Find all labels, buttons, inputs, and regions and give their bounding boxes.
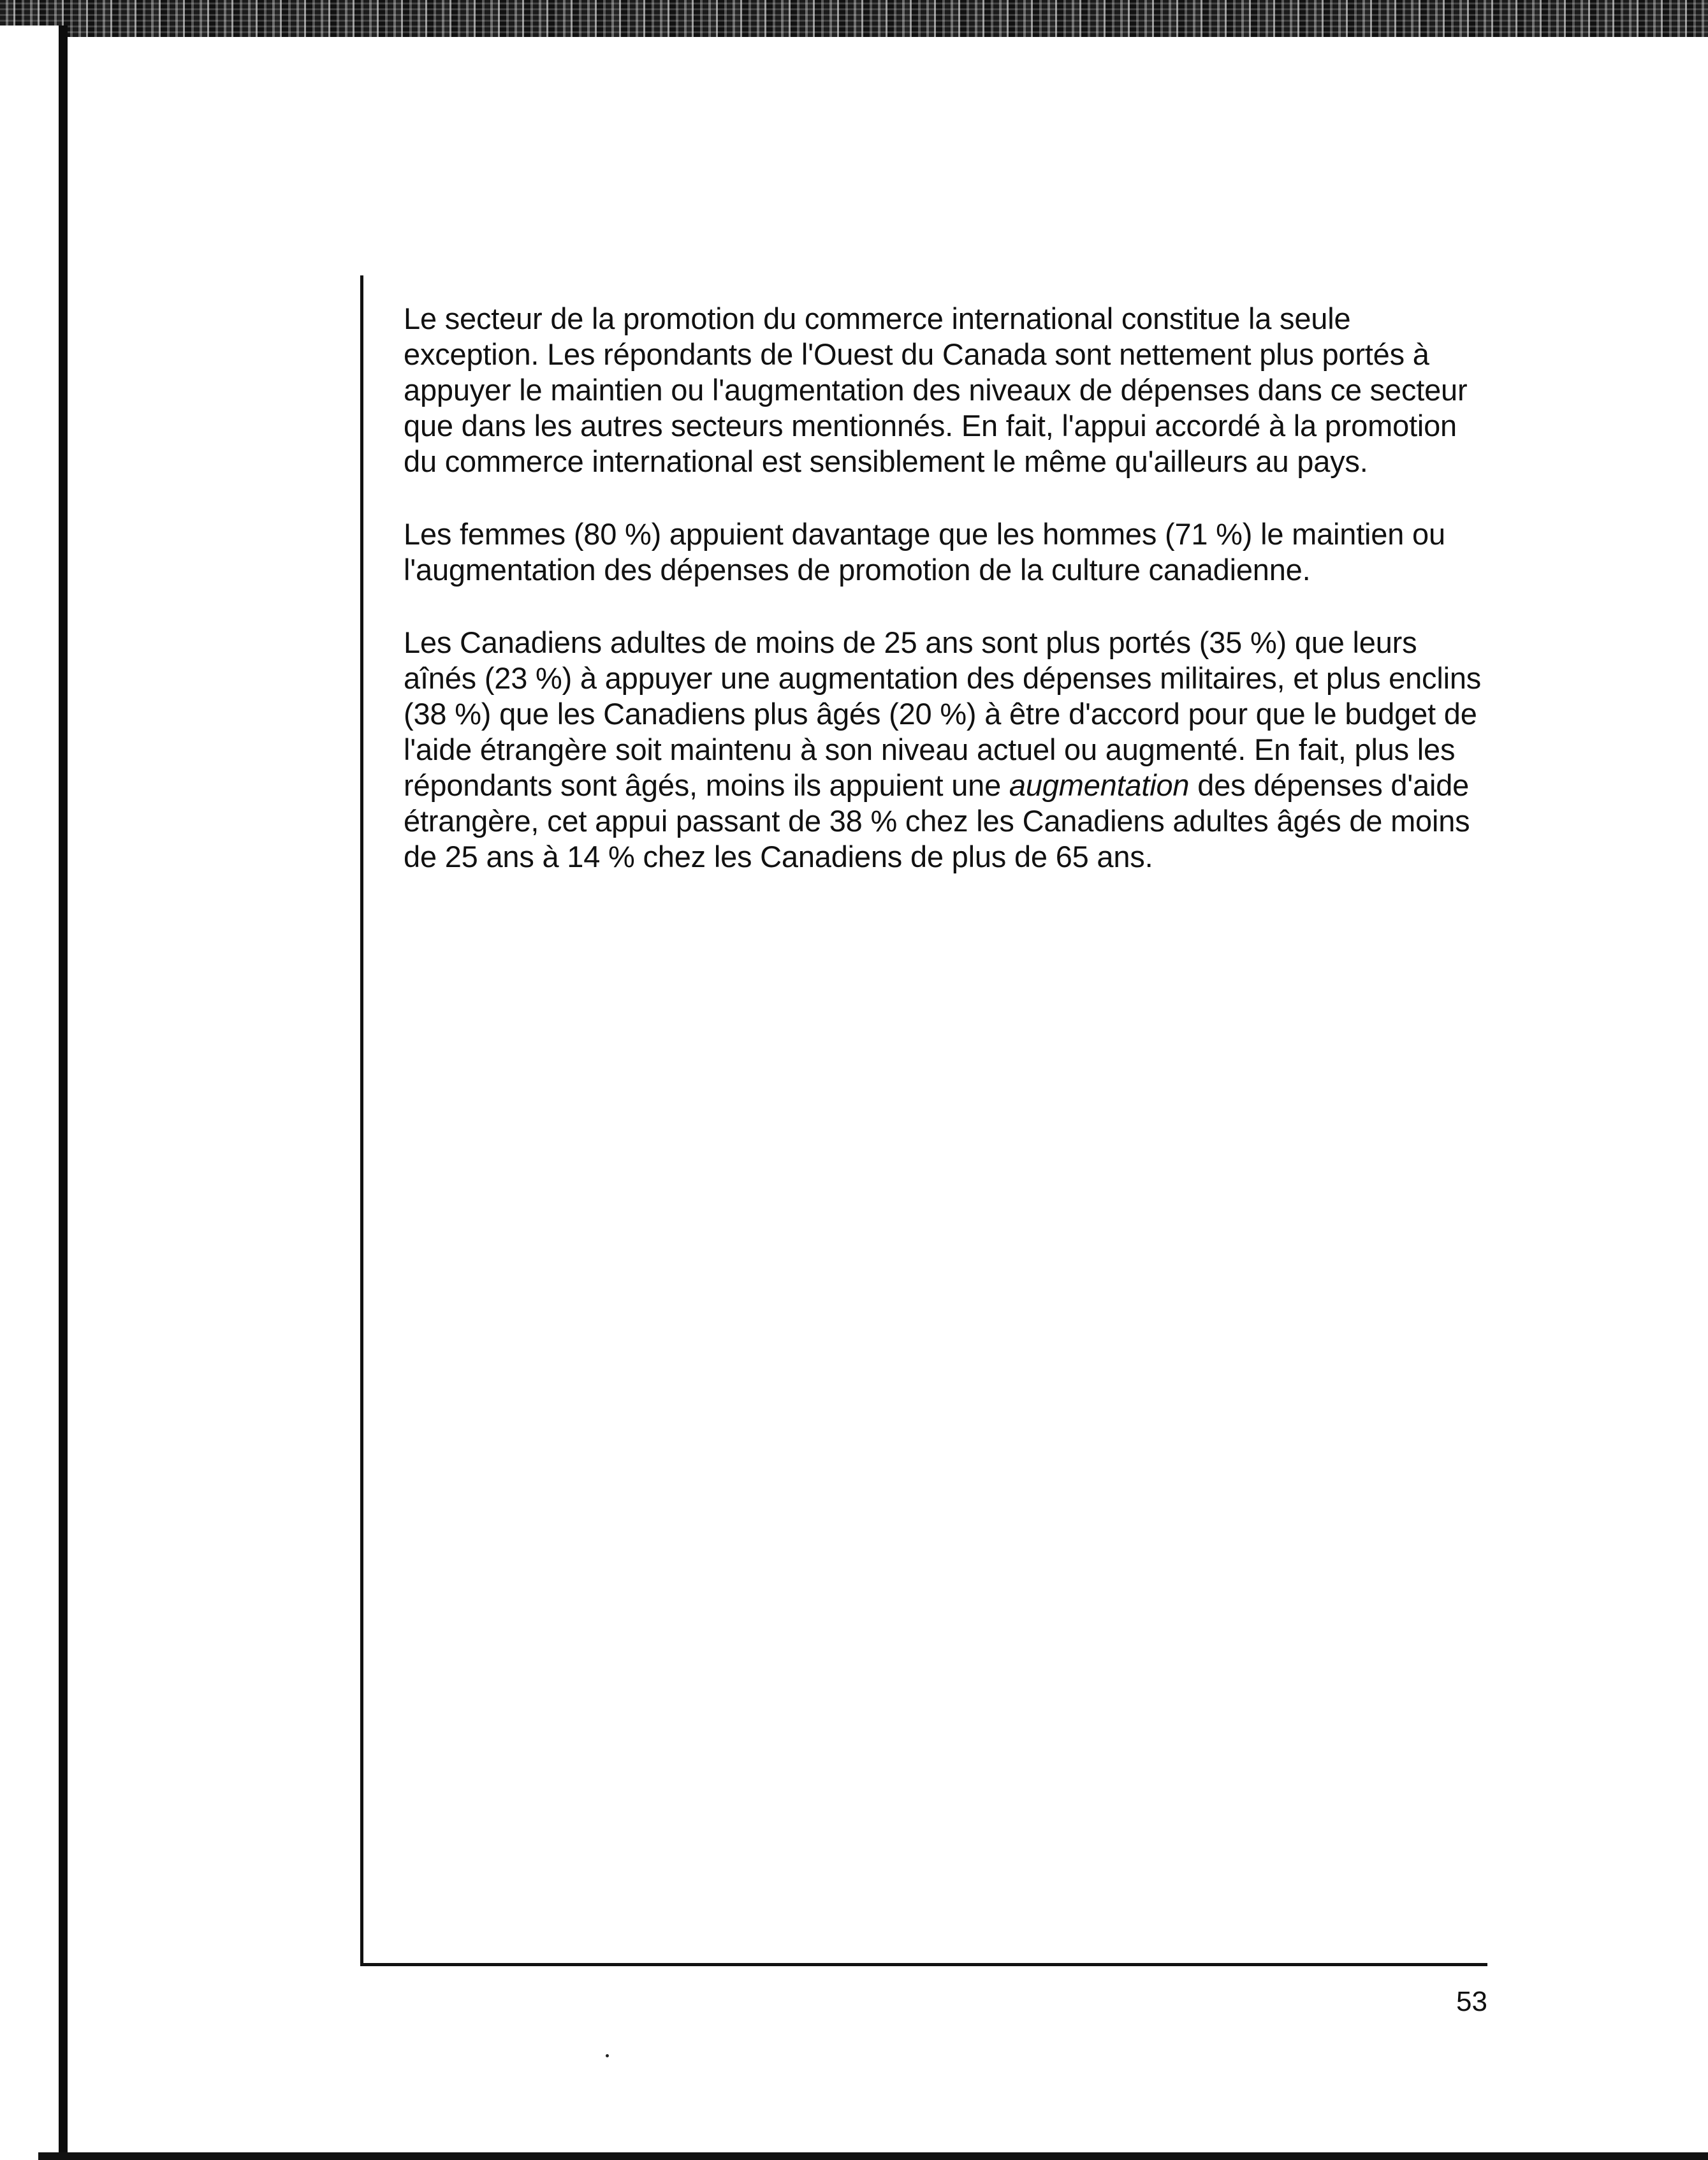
scan-binding-left [59,26,68,2160]
scan-speck [606,2054,609,2057]
emphasis-augmentation: augmentation [1009,768,1190,802]
paragraph-international-trade: Le secteur de la promotion du commerce international constitue la seule exception. Les répondants de l'Ouest du Canada sont nettement plus portés à appuyer le maintien ou l'augmentation des niveaux de dépenses dans ce secteur que dans les autres secteurs mentionnés. En fait, l'appui accordé à la promotion du commerce international est sensiblement le même qu'ailleurs au pays. [404,302,1468,478]
paragraph-age-groups-part1: Les Canadiens adultes de moins de 25 ans sont plus portés (35 %) que leurs aînés (23 %) à appuyer une augmentation des dépenses militaires, et plus enclins (38 %) que les Canadiens plus âgés (20 %) à être d'accord pour que le budget de l'aide étrangère soit maintenu à son niveau actuel ou augmenté. En fait, plus les répondants sont âgés, moins ils appuient une [404,625,1482,802]
page-number: 53 [1456,1986,1487,2017]
paragraph-women-men: Les femmes (80 %) appuient davantage que les hommes (71 %) le maintien ou l'augmentation des dépenses de promotion de la culture canadienne. [404,517,1445,587]
page-frame-left-rule [360,275,363,1966]
paragraph-age-groups-part2: des dépenses d'aide étrangère, cet appui passant de 38 % chez les Canadiens adultes âgés de moins de 25 ans à 14 % chez les Canadiens de plus de 65 ans. [404,768,1470,873]
page-frame-bottom-rule [360,1963,1487,1966]
body-text [404,301,1487,912]
scan-binding-bottom [38,2152,1708,2160]
paragraph-age-groups [404,625,1487,875]
scan-binding-top [0,0,1708,37]
scan-margin-left [0,26,59,2160]
